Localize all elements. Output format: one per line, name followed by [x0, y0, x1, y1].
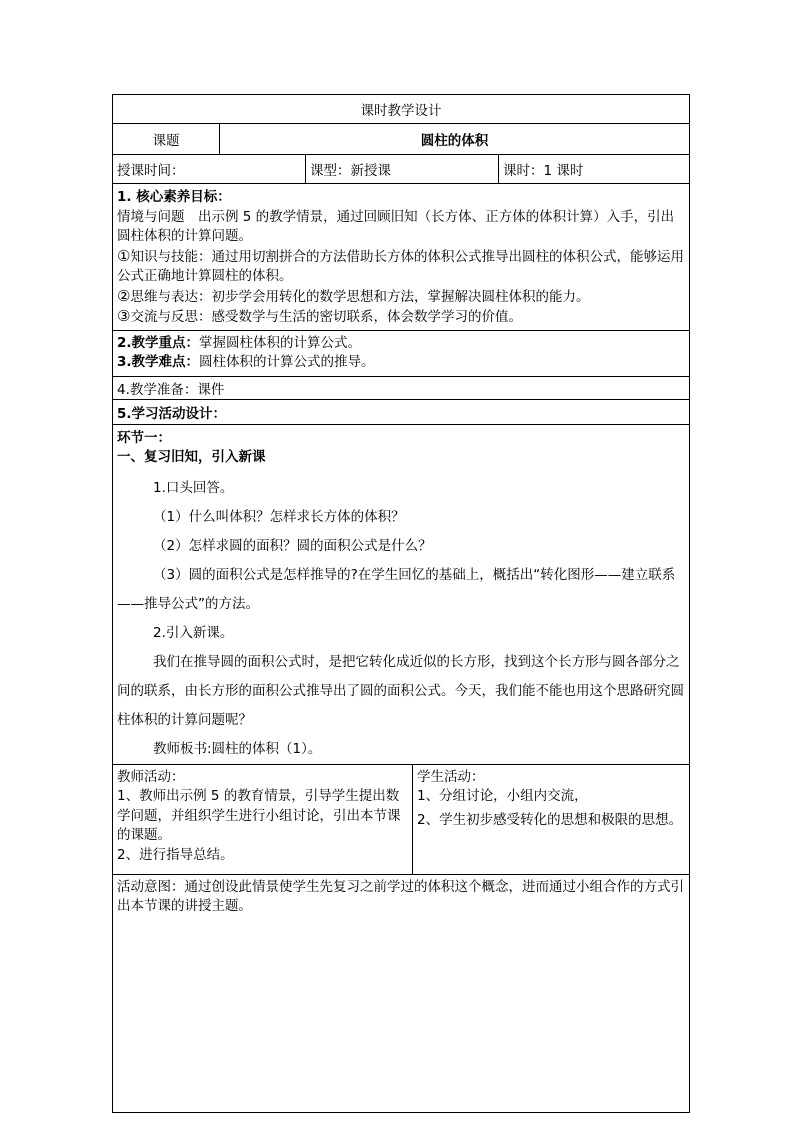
goal-marker: ② [117, 286, 131, 305]
teacher-item: 2、进行指导总结。 [117, 846, 234, 863]
teaching-prep: 4.教学准备：课件 [113, 376, 690, 399]
stage-paragraph: 我们在推导圆的面积公式时，是把它转化成近似的长方形，找到这个长方形与圆各部分之间的联系，由长方形的面积公式推导出了圆的面积公式。今天，我们能不能也用这个思路研究圆柱体积的计算问题呢？ [117, 653, 684, 728]
teacher-activity-cell [113, 764, 413, 874]
activity-heading: 5.学习活动设计： [113, 399, 690, 424]
stage-step: 2.引入新课。 [153, 624, 234, 641]
review-question: （2）怎样求圆的面积？圆的面积公式是什么？ [153, 537, 432, 554]
lesson-hours: 课时：1 课时 [499, 155, 690, 184]
stage-one-cell [113, 424, 690, 764]
goal-text: 知识与技能：通过用切割拼合的方法借助长方体的体积公式推导出圆柱的体积公式，能够运用公式正确地计算圆柱的体积。 [117, 248, 684, 284]
goals-cell [113, 184, 690, 331]
subject-value: 圆柱的体积 [220, 124, 690, 155]
teacher-label: 教师活动： [117, 768, 185, 785]
goals-heading: 1. 核心素养目标： [117, 189, 231, 205]
focus-text: 掌握圆柱体积的计算公式。 [199, 334, 362, 351]
student-label: 学生活动： [417, 768, 485, 785]
difficulty-text: 圆柱体积的计算公式的推导。 [199, 354, 375, 370]
teaching-difficulty [117, 353, 685, 373]
goal-marker: ① [117, 246, 131, 265]
student-item: 2、学生初步感受转化的思想和极限的思想。 [417, 811, 683, 828]
board-note: 教师板书:圆柱的体积（1）。 [153, 740, 322, 757]
goal-item [117, 307, 685, 328]
student-item: 1、分组讨论，小组内交流， [417, 788, 588, 804]
activity-intent: 活动意图：通过创设此情景使学生先复习之前学过的体积这个概念，进而通过小组合作的方式引出本节课的讲授主题。 [117, 878, 684, 914]
goal-item [117, 287, 685, 308]
stage-label: 环节一： [117, 429, 171, 446]
goal-item [117, 247, 685, 287]
table-title: 课时教学设计 [113, 95, 690, 124]
goal-text: 交流与反思：感受数学与生活的密切联系，体会数学学习的价值。 [130, 309, 522, 325]
stage-title: 一、复习旧知，引入新课 [117, 449, 266, 465]
lesson-plan-table [112, 94, 690, 1113]
goal-text: 思维与表达：初步学会用转化的数学思想和方法，掌握解决圆柱体积的能力。 [130, 288, 590, 305]
goal-marker: ③ [117, 307, 131, 325]
lesson-plan-page [112, 94, 689, 1113]
lesson-type: 课型：新授课 [306, 155, 499, 184]
student-activity-cell [413, 764, 690, 874]
review-question: （1）什么叫体积？怎样求长方体的体积？ [153, 508, 405, 525]
teacher-item: 1、教师出示例 5 的教育情景，引导学生提出数学问题，并组织学生进行小组讨论，引出本节课的课题。 [117, 788, 401, 843]
key-points-cell [113, 330, 690, 376]
teaching-time: 授课时间： [113, 155, 306, 184]
focus-label: 2.教学重点： [117, 334, 200, 351]
teaching-focus [117, 334, 685, 354]
review-question: （3）圆的面积公式是怎样推导的?在学生回忆的基础上，概括出“转化图形——建立联系——推导公式”的方法。 [117, 566, 676, 612]
activity-intent-cell [113, 874, 690, 1112]
stage-step: 1.口头回答。 [153, 479, 234, 496]
subject-label: 课题 [113, 124, 220, 155]
goals-intro: 情境与问题 出示例 5 的教学情景，通过回顾旧知（长方体、正方体的体积计算）入手，引出圆柱体积的计算问题。 [117, 208, 675, 244]
difficulty-label: 3.教学难点： [117, 354, 200, 370]
